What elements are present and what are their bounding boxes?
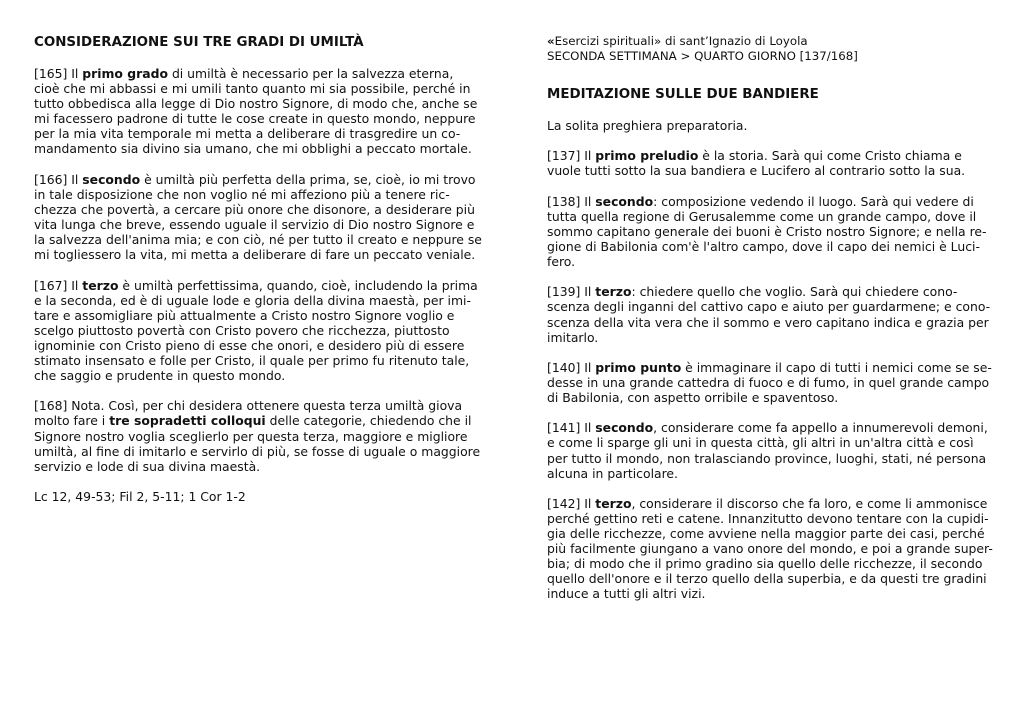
text-run: quello dell'onore e il terzo quello della superbia, e da questi tre gradini: [547, 571, 987, 587]
text-run: imitarlo.: [547, 329, 599, 345]
text-run: desse in una grande cattedra di fuoco e di fumo, in quel grande campo: [547, 374, 990, 390]
paragraph: [547, 194, 997, 269]
text-run: servizio e lode di sua divina maestà.: [34, 458, 261, 474]
text-run: sommo capitano generale dei buoni è Cristo nostro Signore; e nella re-: [547, 223, 987, 239]
text-run: perché gettino reti e catene. Innanzitutto devono tentare con la cupidi-: [547, 511, 989, 526]
text-line: [547, 360, 997, 375]
text-line: [34, 308, 484, 323]
text-line: [547, 254, 997, 269]
bold-term: secondo: [595, 420, 654, 436]
paragraph: [547, 420, 997, 480]
paragraph: [34, 66, 484, 157]
text-run: è umiltà perfettissima, quando, cioè, includendo la prima: [118, 277, 478, 293]
text-run: mi facessero padrone di tutte le cose create in questo mondo, neppure: [34, 111, 476, 127]
text-line: [34, 338, 484, 353]
text-line: [547, 299, 997, 314]
text-run: , considerare come fa appello a innumerevoli demoni,: [653, 420, 988, 436]
text-line: [34, 81, 484, 96]
text-line: [34, 141, 484, 156]
text-line: [547, 315, 997, 330]
text-line: [34, 429, 484, 444]
right-body: [547, 118, 997, 602]
text-line: [547, 466, 997, 481]
text-run: umiltà, al fine di imitarlo e servirlo di più, se fosse di uguale o maggiore: [34, 443, 481, 459]
left-body: [34, 66, 484, 504]
text-line: [547, 284, 997, 299]
text-run: la salvezza dell'anima mia; e con ciò, né per tutto il creato e neppure se: [34, 232, 482, 248]
text-line: [34, 126, 484, 141]
bold-term: secondo: [595, 193, 654, 209]
text-run: : composizione vedendo il luogo. Sarà qui vedere di: [653, 193, 974, 209]
text-run: vuole tutti sotto la sua bandiera e Lucifero al contrario sotto la sua.: [547, 163, 966, 179]
text-run: tare e assomigliare più attualmente a Cristo nostro Signore voglio e: [34, 307, 455, 323]
text-run: molto fare i: [34, 413, 110, 429]
text-line: [547, 209, 997, 224]
text-run: [141] Il: [547, 420, 596, 436]
running-header-section: SECONDA SETTIMANA > QUARTO GIORNO [137/168]: [547, 49, 858, 63]
text-line: [34, 323, 484, 338]
text-run: chezza che povertà, a cercare più onore che disonore, a desiderare più: [34, 201, 475, 217]
text-run: bia; di modo che il primo gradino sia quello delle ricchezze, il secondo: [547, 556, 983, 572]
paragraph: [547, 360, 997, 405]
text-run: per tutto il mondo, non tralasciando province, luoghi, stati, né persona: [547, 450, 987, 466]
running-header-source-text: Esercizi spirituali» di sant’Ignazio di Loyola: [554, 34, 808, 48]
text-line: [547, 571, 997, 586]
left-page: [34, 34, 484, 519]
text-line: [547, 586, 997, 601]
right-page-title: MEDITAZIONE SULLE DUE BANDIERE: [547, 87, 819, 102]
text-line: [547, 420, 997, 435]
bold-term: terzo: [595, 495, 632, 511]
text-run: [167] Il: [34, 277, 83, 293]
text-line: [547, 496, 997, 511]
text-line: [34, 247, 484, 262]
text-line: [34, 368, 484, 383]
text-line: [547, 224, 997, 239]
text-line: [34, 413, 484, 428]
text-run: in tale disposizione che non voglio né mi affeziono più a tenere ric-: [34, 186, 450, 202]
text-run: per la mia vita temporale mi metta a deliberare di trasgredire un co-: [34, 126, 461, 142]
text-line: [547, 375, 997, 390]
text-line: [34, 444, 484, 459]
text-run: stimato insensato e folle per Cristo, il quale per primo fu ritenuto tale,: [34, 352, 470, 368]
text-run: [168] Nota. Così, per chi desidera ottenere questa terza umiltà giova: [34, 398, 463, 414]
text-line: [547, 451, 997, 466]
text-line: [34, 187, 484, 202]
text-run: mandamento sia divino sia umano, che mi obblighi a peccato mortale.: [34, 141, 472, 157]
text-run: è la storia. Sarà qui come Cristo chiama e: [698, 148, 962, 164]
text-run: cioè che mi abbassi e mi umili tanto quanto mi sia possibile, perché in: [34, 81, 471, 97]
text-line: [34, 489, 484, 504]
text-line: [34, 398, 484, 413]
text-run: è immaginare il capo di tutti i nemici come se se-: [681, 359, 992, 375]
bold-term: terzo: [595, 284, 632, 300]
running-header: [547, 34, 997, 64]
bold-term: primo grado: [82, 66, 168, 81]
text-run: [139] Il: [547, 284, 596, 300]
text-line: [34, 293, 484, 308]
text-line: [547, 526, 997, 541]
text-run: alcuna in particolare.: [547, 465, 678, 481]
bold-term: primo preludio: [595, 148, 699, 164]
text-run: Lc 12, 49-53; Fil 2, 5-11; 1 Cor 1-2: [34, 489, 246, 504]
text-line: [547, 511, 997, 526]
text-line: [34, 217, 484, 232]
text-run: delle categorie, chiedendo che il: [265, 413, 472, 429]
text-run: scelgo piuttosto povertà con Cristo povero che ricchezza, piuttosto: [34, 322, 450, 338]
left-page-title: CONSIDERAZIONE SUI TRE GRADI DI UMILTÀ: [34, 35, 364, 50]
text-line: [34, 278, 484, 293]
text-line: [547, 330, 997, 345]
text-line: [547, 541, 997, 556]
text-run: [165] Il: [34, 66, 83, 81]
text-line: [547, 194, 997, 209]
text-line: [547, 239, 997, 254]
text-run: scenza degli inganni del cattivo capo e aiuto per guardarmene; e cono-: [547, 299, 991, 315]
text-line: [547, 435, 997, 450]
text-line: [547, 390, 997, 405]
text-run: vita lunga che breve, essendo uguale il servizio di Dio nostro Signore e: [34, 217, 475, 233]
text-run: [166] Il: [34, 171, 83, 187]
text-run: e la seconda, ed è di uguale lode e gloria della divina maestà, per imi-: [34, 292, 471, 308]
text-run: gia delle ricchezze, come avviene nella maggior parte dei casi, perché: [547, 526, 985, 542]
text-line: [34, 172, 484, 187]
text-line: [34, 459, 484, 474]
text-line: [34, 66, 484, 81]
text-line: [547, 556, 997, 571]
text-run: fero.: [547, 254, 576, 270]
text-run: gione di Babilonia com'è l'altro campo, dove il capo dei nemici è Luci-: [547, 238, 980, 254]
paragraph: [547, 118, 997, 133]
text-run: scenza della vita vera che il sommo e vero capitano indica e grazia per: [547, 314, 989, 330]
text-run: tutto obbedisca alla legge di Dio nostro Signore, di modo che, anche se: [34, 96, 478, 112]
text-line: [547, 118, 997, 133]
paragraph: [34, 489, 484, 504]
bold-term: primo punto: [595, 359, 682, 375]
opening-guillemet: «: [547, 34, 555, 48]
text-run: , considerare il discorso che fa loro, e come li ammonisce: [631, 495, 988, 511]
text-run: [137] Il: [547, 148, 596, 164]
text-run: tutta quella regione di Gerusalemme come un grande campo, dove il: [547, 208, 977, 224]
text-run: induce a tutti gli altri vizi.: [547, 586, 706, 602]
text-line: [547, 163, 997, 178]
text-run: e come li sparge gli uni in questa città, gli altri in un'altra città e così: [547, 435, 974, 451]
text-run: : chiedere quello che voglio. Sarà qui chiedere cono-: [631, 284, 958, 300]
text-run: più facilmente giungano a vano onore del mondo, e poi a grande super-: [547, 541, 993, 557]
text-run: [142] Il: [547, 495, 596, 511]
text-run: mi togliessero la vita, mi metta a deliberare di fare un peccato veniale.: [34, 247, 476, 263]
running-header-source: [547, 34, 997, 49]
paragraph: [34, 172, 484, 263]
text-run: di Babilonia, con aspetto orribile e spaventoso.: [547, 390, 839, 406]
text-line: [34, 96, 484, 111]
bold-term: tre sopradetti colloqui: [109, 413, 266, 429]
text-run: Signore nostro voglia sceglierlo per questa terza, maggiore e migliore: [34, 428, 468, 444]
text-run: di umiltà è necessario per la salvezza eterna,: [168, 66, 454, 81]
text-run: [140] Il: [547, 359, 596, 375]
paragraph: [34, 398, 484, 473]
text-run: La solita preghiera preparatoria.: [547, 118, 748, 133]
paragraph: [34, 278, 484, 384]
text-run: è umiltà più perfetta della prima, se, cioè, io mi trovo: [140, 171, 476, 187]
text-line: [34, 353, 484, 368]
bold-term: terzo: [82, 277, 119, 293]
bold-term: secondo: [82, 171, 141, 187]
text-line: [547, 148, 997, 163]
paragraph: [547, 148, 997, 178]
paragraph: [547, 496, 997, 602]
text-line: [34, 202, 484, 217]
text-run: ignominie con Cristo pieno di esse che onori, e desidero più di essere: [34, 337, 465, 353]
text-run: [138] Il: [547, 193, 596, 209]
right-page: [547, 34, 997, 617]
text-line: [34, 232, 484, 247]
text-line: [34, 111, 484, 126]
text-run: che saggio e prudente in questo mondo.: [34, 368, 286, 384]
paragraph: [547, 284, 997, 344]
